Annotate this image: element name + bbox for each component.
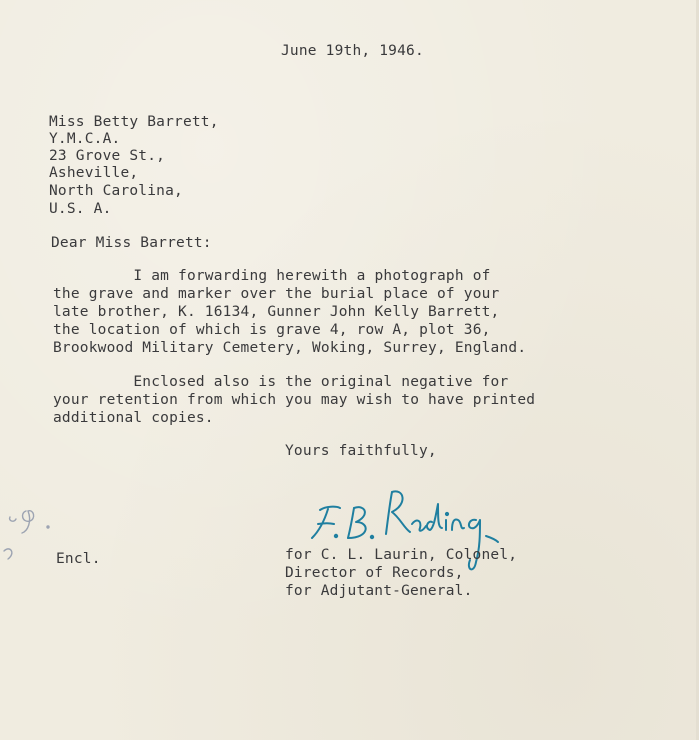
signature-block-line: for Adjutant-General. xyxy=(285,583,473,599)
recipient-line: Asheville, xyxy=(49,165,139,181)
recipient-line: 23 Grove St., xyxy=(49,148,166,164)
salutation: Dear Miss Barrett: xyxy=(51,235,212,251)
body-line: late brother, K. 16134, Gunner John Kelly Barrett, xyxy=(53,304,500,320)
recipient-line: North Carolina, xyxy=(49,183,183,199)
body-line: the grave and marker over the burial place of your xyxy=(53,286,500,302)
body-line: Brookwood Military Cemetery, Woking, Surrey, England. xyxy=(53,340,527,356)
letter-date: June 19th, 1946. xyxy=(281,43,424,59)
recipient-line: Miss Betty Barrett, xyxy=(49,114,219,130)
closing: Yours faithfully, xyxy=(285,443,437,459)
enclosure-note: Encl. xyxy=(56,551,101,567)
signature-block-line: for C. L. Laurin, Colonel, xyxy=(285,547,518,563)
recipient-line: U.S. A. xyxy=(49,201,112,217)
body-line: your retention from which you may wish to have printed xyxy=(53,392,536,408)
body-line: I am forwarding herewith a photograph of xyxy=(53,268,491,284)
signature-block-line: Director of Records, xyxy=(285,565,464,581)
body-line: Enclosed also is the original negative for xyxy=(53,374,509,390)
recipient-line: Y.M.C.A. xyxy=(49,131,121,147)
body-line: additional copies. xyxy=(53,410,214,426)
body-line: the location of which is grave 4, row A, plot 36, xyxy=(53,322,491,338)
